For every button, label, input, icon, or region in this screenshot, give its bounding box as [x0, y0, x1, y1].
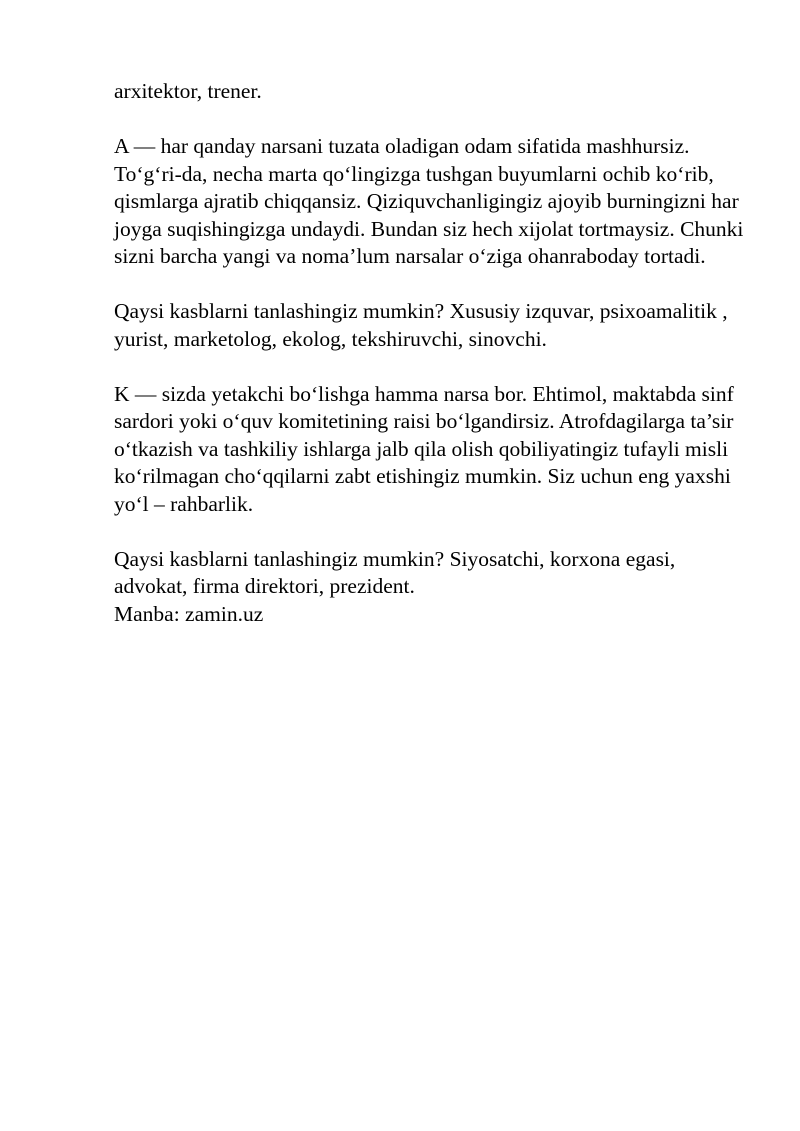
paragraph-type-k: K — sizda yetakchi bo‘lishga hamma narsa bor. Ehtimol, maktabda sinf sardori yoki o‘quv komitetining raisi bo‘lgandirsiz. Atrofdagilarga ta’sir o‘tkazish va tashkiliy ishlarga jalb qila olish qobiliyatingiz tufayli misli ko‘rilmagan cho‘qqilarni zabt etishingiz mumkin. Siz uchun eng yaxshi yo‘l – rahbarlik.: [114, 381, 734, 516]
source-line: Manba: zamin.uz: [114, 601, 264, 626]
paragraph-type-k-professions: Qaysi kasblarni tanlashingiz mumkin? Siyosatchi, korxona egasi, advokat, firma direktori, prezident.: [114, 546, 676, 598]
paragraph-type-a-professions: Qaysi kasblarni tanlashingiz mumkin? Xususiy izquvar, psixoamalitik , yurist, marketolog, ekolog, tekshiruvchi, sinovchi.: [114, 299, 728, 351]
paragraph-professions-end: arxitektor, trener.: [114, 79, 262, 103]
paragraph-type-a: A — har qanday narsani tuzata oladigan odam sifatida mashhursiz. To‘g‘ri-da, necha marta qo‘lingizga tushgan buyumlarni ochib ko‘rib, qismlarga ajratib chiqqansiz. Qiziquvchanligingiz ajoyib burningizni har joyga suqishingizga undaydi. Bundan siz hech xijolat tortmaysiz. Chunki sizni barcha yangi va noma’lum narsalar o‘ziga ohanraboday tortadi.: [114, 134, 744, 268]
document-body: [114, 78, 754, 628]
